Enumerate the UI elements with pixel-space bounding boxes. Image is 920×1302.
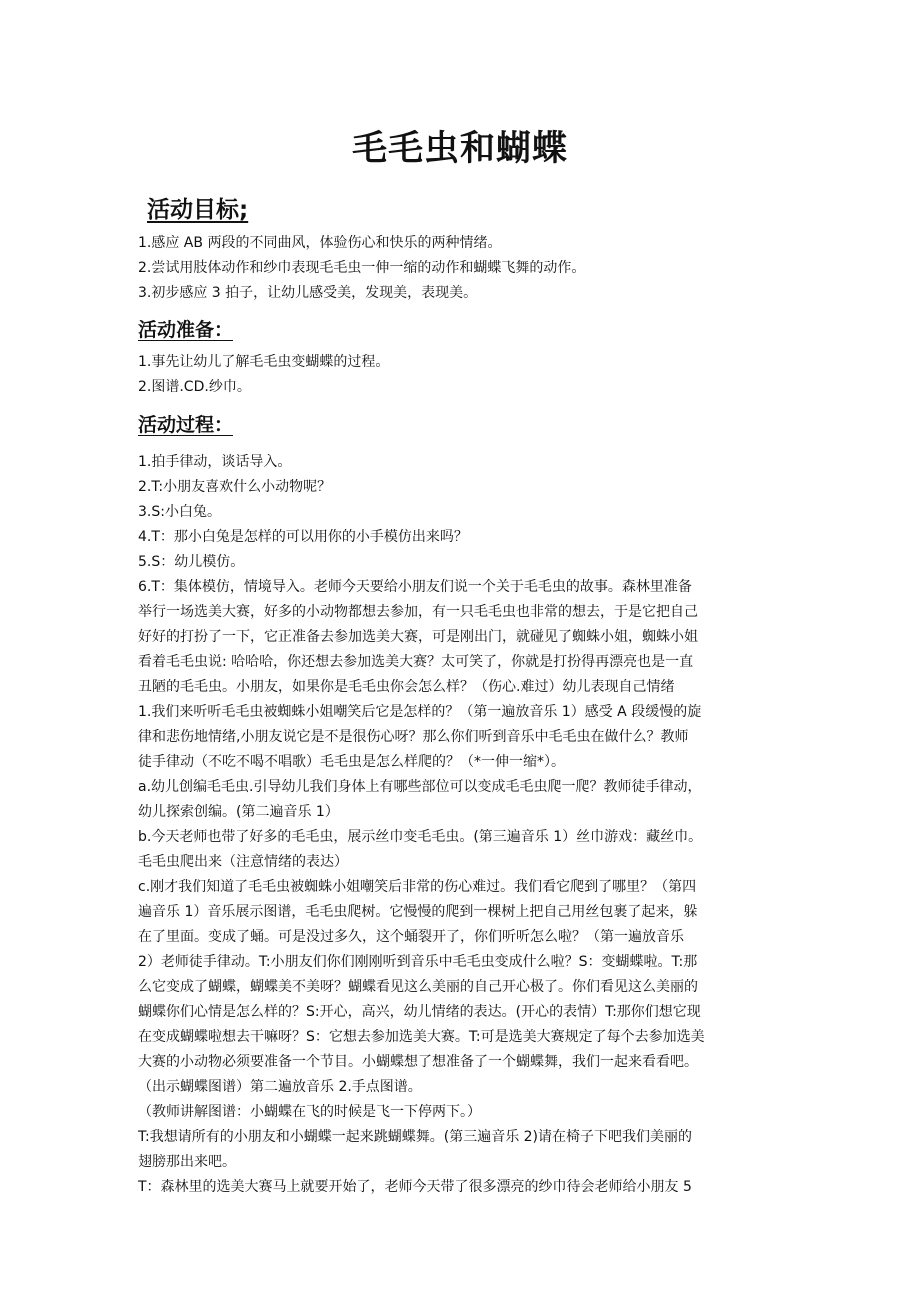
process-line: 翅膀那出来吧。: [138, 1154, 236, 1170]
process-line: 徒手律动（不吃不喝不唱歌）毛毛虫是怎么样爬的？（*一伸一缩*）。: [138, 754, 565, 770]
goal-item: 3.初步感应 3 拍子，让幼儿感受美，发现美，表现美。: [138, 285, 478, 301]
process-line: 看着毛毛虫说: 哈哈哈，你还想去参加选美大赛？太可笑了，你就是打扮得再漂亮也是一直: [138, 654, 694, 670]
process-line: a.幼儿创编毛毛虫.引导幼儿我们身体上有哪些部位可以变成毛毛虫爬一爬？教师徒手律动，: [138, 779, 702, 795]
process-line: b.今天老师也带了好多的毛毛虫，展示丝巾变毛毛虫。(第三遍音乐 1）丝巾游戏：藏丝巾。: [138, 829, 703, 845]
process-line: 大赛的小动物必须要准备一个节目。小蝴蝶想了想准备了一个蝴蝶舞，我们一起来看看吧。: [138, 1054, 698, 1070]
goals-heading: 活动目标;: [147, 197, 249, 223]
process-line: 好好的打扮了一下，它正准备去参加选美大赛，可是刚出门，就碰见了蜘蛛小姐，蜘蛛小姐: [138, 629, 698, 645]
goals-list: [138, 231, 798, 306]
process-line: T:我想请所有的小朋友和小蝴蝶一起来跳蝴蝶舞。(第三遍音乐 2)请在椅子下吧我们美丽的: [138, 1129, 693, 1145]
process-line: 4.T：那小白兔是怎样的可以用你的小手模仿出来吗？: [138, 529, 468, 545]
process-line: c.刚才我们知道了毛毛虫被蜘蛛小姐嘲笑后非常的伤心难过。我们看它爬到了哪里？（第四: [138, 879, 697, 895]
process-line: （出示蝴蝶图谱）第二遍放音乐 2.手点图谱。: [138, 1079, 422, 1095]
process-line: 5.S：幼儿模仿。: [138, 554, 245, 570]
process-line: 1.我们来听听毛毛虫被蜘蛛小姐嘲笑后它是怎样的？（第一遍放音乐 1）感受 A 段缓慢的旋: [138, 704, 702, 720]
process-line: 毛毛虫爬出来（注意情绪的表达）: [138, 854, 348, 870]
process-line: T：森林里的选美大赛马上就要开始了，老师今天带了很多漂亮的纱巾待会老师给小朋友 5: [138, 1179, 692, 1195]
process-line: 2）老师徒手律动。T:小朋友们你们刚刚听到音乐中毛毛虫变成什么啦？S：变蝴蝶啦。T:那: [138, 954, 698, 970]
process-line: 蝴蝶你们心情是怎么样的？S:开心，高兴，幼儿情绪的表达。(开心的表情）T:那你们想它现: [138, 1004, 701, 1020]
process-line: 2.T:小朋友喜欢什么小动物呢？: [138, 479, 332, 495]
preparation-list: [138, 350, 798, 400]
process-line: 幼儿探索创编。(第二遍音乐 1）: [138, 804, 339, 820]
process-line: （教师讲解图谱：小蝴蝶在飞的时候是飞一下停两下。）: [138, 1104, 481, 1120]
process-heading: 活动过程：: [138, 414, 234, 436]
process-line: 在变成蝴蝶啦想去干嘛呀？S：它想去参加选美大赛。T:可是选美大赛规定了每个去参加选美: [138, 1029, 705, 1045]
preparation-item: 1.事先让幼儿了解毛毛虫变蝴蝶的过程。: [138, 354, 390, 370]
process-line: 6.T：集体模仿，情境导入。老师今天要给小朋友们说一个关于毛毛虫的故事。森林里准备: [138, 579, 692, 595]
process-line: 丑陋的毛毛虫。小朋友，如果你是毛毛虫你会怎么样？（伤心.难过）幼儿表现自己情绪: [138, 679, 675, 695]
goal-item: 1.感应 AB 两段的不同曲风，体验伤心和快乐的两种情绪。: [138, 235, 502, 251]
process-line: 么它变成了蝴蝶，蝴蝶美不美呀？蝴蝶看见这么美丽的自己开心极了。你们看见这么美丽的: [138, 979, 698, 995]
preparation-heading: 活动准备：: [138, 319, 234, 341]
page-title: 毛毛虫和蝴蝶: [351, 129, 568, 169]
process-line: 举行一场选美大赛，好多的小动物都想去参加，有一只毛毛虫也非常的想去，于是它把自己: [138, 604, 698, 620]
preparation-item: 2.图谱.CD.纱巾。: [138, 379, 251, 395]
process-line: 3.S:小白兔。: [138, 504, 221, 520]
process-line: 律和悲伤地情绪,小朋友说它是不是很伤心呀？那么你们听到音乐中毛毛虫在做什么？教师: [138, 729, 689, 745]
goal-item: 2.尝试用肢体动作和纱巾表现毛毛虫一伸一缩的动作和蝴蝶飞舞的动作。: [138, 260, 586, 276]
process-line: 遍音乐 1）音乐展示图谱，毛毛虫爬树。它慢慢的爬到一棵树上把自己用丝包裹了起来，躲: [138, 904, 698, 920]
process-body: [138, 450, 798, 1200]
process-line: 1.拍手律动，谈话导入。: [138, 454, 292, 470]
process-line: 在了里面。变成了蛹。可是没过多久，这个蛹裂开了，你们听听怎么啦？（第一遍放音乐: [138, 929, 684, 945]
